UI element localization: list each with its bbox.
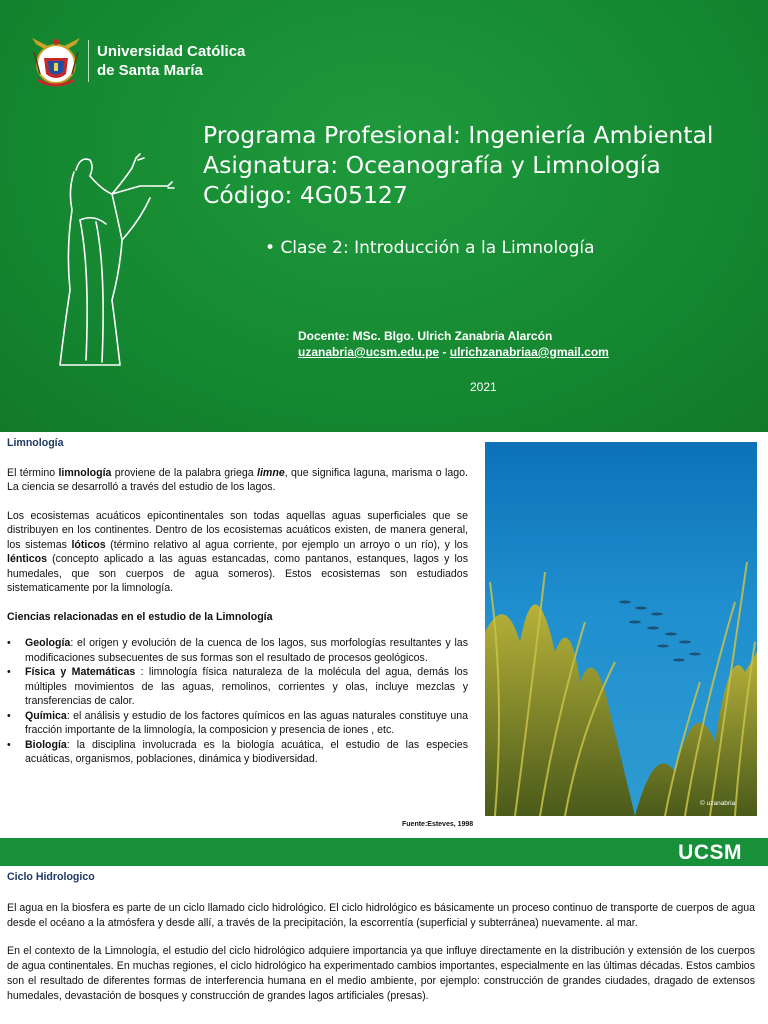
text-run-bold: lénticos <box>7 553 48 565</box>
text-run-bold-italic: limne <box>257 466 285 479</box>
list-item-term: Física y Matemáticas <box>25 666 136 678</box>
limnologia-text <box>7 436 468 767</box>
email-link-institutional[interactable]: uzanabria@ucsm.edu.pe <box>298 345 440 359</box>
ciclo-hidrologico-page <box>0 866 768 1024</box>
title-block <box>203 120 713 210</box>
class-subtitle <box>265 238 595 258</box>
paragraph-cycle-importance: En el contexto de la Limnología, el estudio del ciclo hidrológico adquiere importancia ya que influye directamente en la distribución y extensión de los cuerpos de agua continentales. En muchas regiones, el ciclo hidrológico ha experimentado cambios importantes, especialmente en las últimas décadas. Estos cambios son el resultado de diferentes formas de interferencia humana en el medio ambiente, por ejemplo: construcción de grandes ciudades, dragado de extensos humedales, devastación de bosques y construcción de grandes lagos artificiales (presas). <box>7 945 755 1002</box>
list-item <box>7 709 468 738</box>
paragraph-cycle-definition: El agua en la biosfera es parte de un ciclo llamado ciclo hidrológico. El ciclo hidrológico es básicamente un proceso continuo de transporte de cuerpos de agua desde el océano a la atmósfera y desde allí, a través de la precipitación, la escorrentía (superficial y subterránea) nuevamente. al mar. <box>7 902 755 929</box>
course-code: Código: 4G05127 <box>203 181 408 209</box>
virgin-figure-illustration <box>50 150 180 375</box>
text-run: (concepto aplicado a las aguas estancadas, como pantanos, estanques, lagos y los humedales, que son cuerpos de agua someros). Estos ecosistemas son estudiados sistematicamente por la limnología. <box>7 553 468 594</box>
underwater-seagrass-photo <box>485 442 757 816</box>
text-run: El término <box>7 466 59 479</box>
university-name-line1: Universidad Católica <box>97 43 246 60</box>
teacher-name: Docente: MSc. Blgo. Ulrich Zanabria Alarcón <box>298 329 553 343</box>
related-sciences-heading: Ciencias relacionadas en el estudio de la Limnología <box>7 610 273 623</box>
section-heading: Limnología <box>7 437 64 449</box>
email-separator: - <box>439 345 450 359</box>
list-item-text: : el origen y evolución de la cuenca de los lagos, sus morfologías resultantes y las modificaciones subsecuentes de sus formas son el resultado de procesos geológicos. <box>25 637 468 664</box>
related-sciences-list <box>7 636 468 767</box>
list-item <box>7 665 468 709</box>
ciclo-hidrologico-text <box>7 870 755 1017</box>
section-heading: Ciclo Hidrologico <box>7 871 95 883</box>
text-run: (término relativo al agua corriente, por ejemplo un arroyo o un río), y los <box>105 538 468 551</box>
paragraph-etymology <box>7 466 468 495</box>
bullet-icon: • <box>265 238 281 258</box>
year-label: 2021 <box>470 380 497 394</box>
source-citation: Fuente:Esteves, 1998 <box>402 821 474 828</box>
list-item-text: : limnología física naturaleza de la molécula del agua, demás los múltiples movimientos de las aguas, remolinos, corrientes y olas, incluye mezclas y transferencias de calor. <box>25 666 468 707</box>
text-run-bold: limnología <box>58 466 112 479</box>
subject-title: Asignatura: Oceanografía y Limnología <box>203 151 661 179</box>
text-run: Los ecosistemas acuáticos epicontinentales son todas aquellas aguas superficiales que se distribuyen en los continentes. Dentro de los ecosistemas acuáticos existen, de manera general, los sistemas <box>7 509 468 551</box>
ucsm-footer-band <box>0 838 768 866</box>
list-item <box>7 738 468 767</box>
list-item-term: Geología <box>25 637 71 649</box>
paragraph-ecosystems <box>7 509 468 596</box>
list-item-term: Biología <box>25 738 67 751</box>
class-title: Clase 2: Introducción a la Limnología <box>280 238 595 258</box>
email-line <box>298 345 609 359</box>
title-slide <box>0 0 768 432</box>
university-crest-logo <box>26 30 86 92</box>
text-run-bold: lóticos <box>71 538 106 551</box>
list-item-text: : la disciplina involucrada es la biología acuática, el estudio de las especies acuáticas, organismos, poblaciones, dinámica y biodiversidad. <box>25 738 468 765</box>
logo-divider <box>88 40 89 82</box>
text-run: , que significa laguna, marisma o lago. La ciencia se desarrolló a través del estudio de los lagos. <box>7 466 468 493</box>
list-item-term: Química <box>25 709 67 722</box>
list-item <box>7 636 468 665</box>
list-item-text: : el análisis y estudio de los factores químicos en las aguas naturales constituye una fracción importante de la limnología, la composicion y presencia de iones , etc. <box>25 709 468 736</box>
photo-credit: © uzanabria <box>700 800 736 807</box>
text-run: proviene de la palabra griega <box>111 466 258 479</box>
university-name <box>97 42 245 80</box>
program-title: Programa Profesional: Ingeniería Ambiental <box>203 121 714 149</box>
limnologia-page <box>0 432 768 840</box>
ucsm-logo: UCSM <box>678 841 742 864</box>
email-link-personal[interactable]: ulrichzanabriaa@gmail.com <box>449 345 609 359</box>
university-name-line2: de Santa María <box>97 62 203 79</box>
